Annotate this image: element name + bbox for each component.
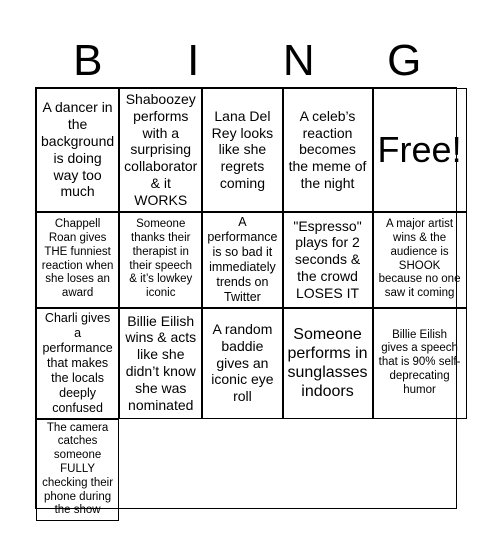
bingo-cell[interactable]: A celeb’s reaction becomes the meme of the night xyxy=(283,88,373,212)
bingo-cell[interactable]: Someone performs in sunglasses indoors xyxy=(283,308,373,419)
bingo-cell[interactable]: "Espresso" plays for 2 seconds & the crowd LOSES IT xyxy=(283,212,373,308)
bingo-cell[interactable]: Chappell Roan gives THE funniest reaction when she loses an award xyxy=(36,212,119,308)
header-letter-b: B xyxy=(73,36,103,85)
free-space-cell[interactable]: Free! xyxy=(373,88,467,212)
bingo-cell[interactable]: A major artist wins & the audience is SHOOK because no one saw it coming xyxy=(373,212,467,308)
bingo-cell[interactable]: A dancer in the background is doing way too much xyxy=(36,88,119,212)
bingo-cell[interactable]: The camera catches someone FULLY checking their phone during the show xyxy=(36,419,119,522)
bingo-card xyxy=(35,87,462,517)
bingo-cell[interactable]: Lana Del Rey looks like she regrets coming xyxy=(202,88,282,212)
bingo-cell[interactable]: Billie Eilish wins & acts like she didn’t know she was nominated xyxy=(119,308,202,419)
bingo-header xyxy=(35,34,457,88)
header-letter-n: N xyxy=(282,36,315,85)
bingo-cell[interactable]: Charli gives a performance that makes the locals deeply confused xyxy=(36,308,119,419)
bingo-cell[interactable]: Shaboozey performs with a surprising collaborator & it WORKS xyxy=(119,88,202,212)
bingo-cell[interactable]: Someone thanks their therapist in their speech & it’s lowkey iconic xyxy=(119,212,202,308)
bingo-cell[interactable]: A performance is so bad it immediately trends on Twitter xyxy=(202,212,282,308)
bingo-cell[interactable]: A random baddie gives an iconic eye roll xyxy=(202,308,282,419)
header-letter-i: I xyxy=(187,36,200,85)
bingo-cell[interactable]: Billie Eilish gives a speech that is 90% self-deprecating humor xyxy=(373,308,467,419)
header-letter-g: G xyxy=(387,36,422,85)
